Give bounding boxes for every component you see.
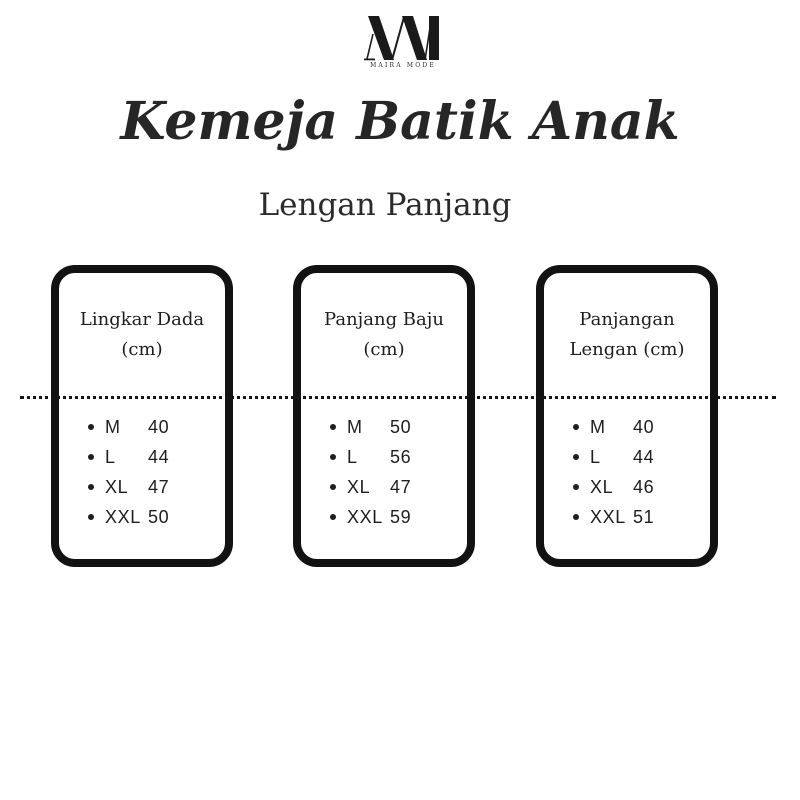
card-heading [301, 305, 467, 365]
size-value: 47 [148, 477, 170, 497]
bullet-icon [88, 514, 94, 520]
size-row [544, 502, 710, 532]
card-heading-line2: (cm) [121, 339, 163, 360]
size-row [301, 442, 467, 472]
bullet-icon [88, 484, 94, 490]
size-list [301, 412, 467, 532]
bullet-icon [573, 484, 579, 490]
size-list [544, 412, 710, 532]
size-row [59, 502, 225, 532]
card-heading-line1: Panjangan [579, 309, 675, 330]
card-heading-line1: Panjang Baju [324, 309, 444, 330]
size-label: XL [105, 477, 129, 497]
size-value: 44 [148, 447, 170, 467]
size-label: XXL [347, 507, 383, 527]
size-label: L [105, 447, 116, 467]
size-card-body-length [293, 265, 475, 567]
maira-mode-logo-icon [364, 14, 442, 62]
size-value: 44 [633, 447, 655, 467]
size-value: 40 [148, 417, 170, 437]
size-label: M [105, 417, 121, 437]
card-heading-line1: Lingkar Dada [79, 309, 205, 330]
size-row [59, 412, 225, 442]
size-value: 50 [148, 507, 170, 527]
bullet-icon [88, 424, 94, 430]
bullet-icon [573, 454, 579, 460]
size-card-chest [51, 265, 233, 567]
logo-caption: MAIRA MODE [370, 62, 436, 69]
size-card-sleeve-length [536, 265, 718, 567]
size-row [301, 472, 467, 502]
size-label: M [347, 417, 363, 437]
size-value: 40 [633, 417, 655, 437]
size-row [59, 442, 225, 472]
size-row [301, 412, 467, 442]
bullet-icon [330, 424, 336, 430]
bullet-icon [573, 424, 579, 430]
size-label: L [347, 447, 358, 467]
card-heading [544, 305, 710, 365]
bullet-icon [330, 454, 336, 460]
size-value: 59 [390, 507, 412, 527]
size-value: 56 [390, 447, 412, 467]
size-value: 47 [390, 477, 412, 497]
bullet-icon [88, 454, 94, 460]
size-label: L [590, 447, 601, 467]
page-title: Kemeja Batik Anak [120, 91, 680, 152]
size-row [59, 472, 225, 502]
size-row [544, 442, 710, 472]
size-row [544, 412, 710, 442]
size-label: M [590, 417, 606, 437]
card-heading-line2: (cm) [363, 339, 405, 360]
size-value: 51 [633, 507, 655, 527]
size-list [59, 412, 225, 532]
card-heading [59, 305, 225, 365]
size-row [544, 472, 710, 502]
size-label: XL [347, 477, 371, 497]
size-value: 46 [633, 477, 655, 497]
bullet-icon [573, 514, 579, 520]
bullet-icon [330, 484, 336, 490]
bullet-icon [330, 514, 336, 520]
size-label: XXL [105, 507, 141, 527]
card-heading-line2: Lengan (cm) [569, 339, 685, 360]
page-subtitle: Lengan Panjang [258, 187, 512, 223]
size-value: 50 [390, 417, 412, 437]
size-row [301, 502, 467, 532]
dotted-divider [20, 396, 776, 399]
size-label: XL [590, 477, 614, 497]
size-label: XXL [590, 507, 626, 527]
